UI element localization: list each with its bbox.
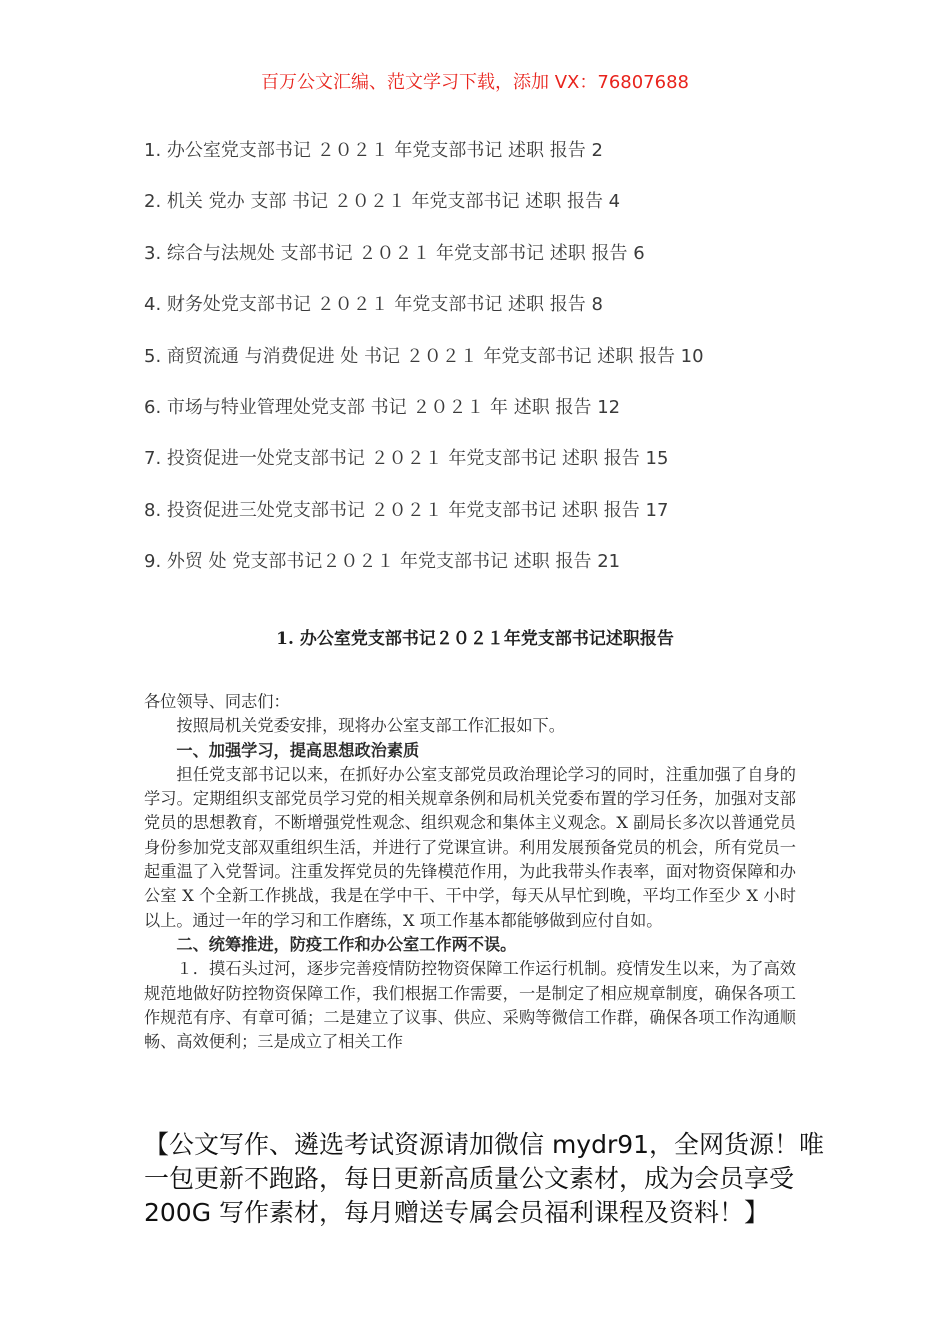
- toc-item: 9. 外贸 处 党支部书记２０２１ 年党支部书记 述职 报告 21: [144, 551, 621, 573]
- article-body: [144, 690, 796, 1090]
- toc-item: 5. 商贸流通 与消费促进 处 书记 ２０２１ 年党支部书记 述职 报告 10: [144, 345, 704, 367]
- salutation: 各位领导、同志们：: [144, 692, 290, 711]
- paragraph-2: １．摸石头过河，逐步完善疫情防控物资保障工作运行机制。疫情发生以来，为了高效规范地做好防控物资保障工作，我们根据工作需要，一是制定了相应规章制度，确保各项工作规范有序、有章可循；二是建立了议事、供应、采购等微信工作群，确保各项工作沟通顺畅、高效便利；三是成立了相关工作: [144, 959, 796, 1052]
- section-heading-1: 一、加强学习，提高思想政治素质: [176, 740, 420, 760]
- toc-item: 6. 市场与特业管理处党支部 书记 ２０２１ 年 述职 报告 12: [144, 396, 621, 418]
- table-of-contents: [144, 138, 904, 601]
- watermark-header: 百万公文汇编、范文学习下载，添加 VX：76807688: [261, 72, 689, 93]
- paragraph-1: 担任党支部书记以来，在抓好办公室支部党员政治理论学习的同时，注重加强了自身的学习。定期组织支部党员学习党的相关规章条例和局机关党委布置的学习任务，加强对支部党员的思想教育，不断增强党性观念、组织观念和集体主义观念。X 副局长多次以普通党员身份参加党支部双重组织生活，并进行了党课宣讲。利用发展预备党员的机会，所有党员一起重温了入党誓词。注重发挥党员的先锋模范作用，为此我带头作表率，面对物资保障和办公室 X 个全新工作挑战，我是在学中干、干中学，每天从早忙到晚，平均工作至少 X 小时以上。通过一年的学习和工作磨练，X 项工作基本都能够做到应付自如。: [144, 764, 796, 930]
- article-title: 1. 办公室党支部书记２０２１年党支部书记述职报告: [276, 629, 674, 649]
- toc-item: 2. 机关 党办 支部 书记 ２０２１ 年党支部书记 述职 报告 4: [144, 191, 621, 213]
- toc-item: 8. 投资促进三处党支部书记 ２０２１ 年党支部书记 述职 报告 17: [144, 499, 669, 521]
- toc-item: 7. 投资促进一处党支部书记 ２０２１ 年党支部书记 述职 报告 15: [144, 448, 669, 470]
- toc-item: 1. 办公室党支部书记 ２０２１ 年党支部书记 述职 报告 2: [144, 140, 603, 161]
- promo-banner: 【公文写作、遴选考试资源请加微信 mydr91，全网货源！唯一包更新不跑路，每日更新高质量公文素材，成为会员享受 200G 写作素材，每月赠送专属会员福利课程及资料！】: [144, 1130, 825, 1227]
- section-heading-2: 二、统筹推进，防疫工作和办公室工作两不误。: [176, 934, 517, 954]
- intro-paragraph: 按照局机关党委安排，现将办公室支部工作汇报如下。: [176, 716, 565, 736]
- toc-item: 3. 综合与法规处 支部书记 ２０２１ 年党支部书记 述职 报告 6: [144, 242, 645, 264]
- toc-item: 4. 财务处党支部书记 ２０２１ 年党支部书记 述职 报告 8: [144, 294, 603, 316]
